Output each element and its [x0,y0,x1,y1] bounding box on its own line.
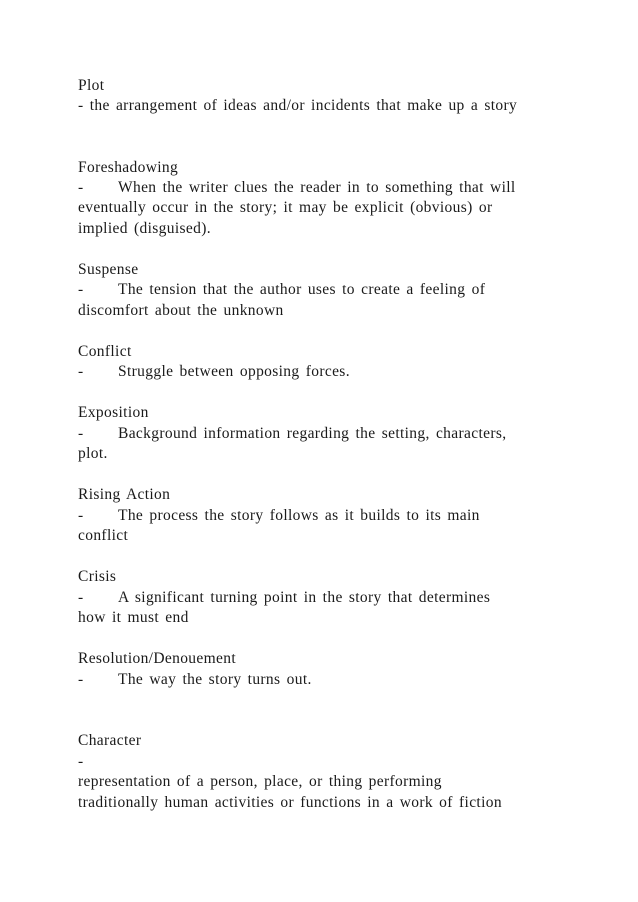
term-conflict: Conflict [78,343,132,360]
definition-text: When the writer clues the reader in to something that will [118,179,516,196]
definition-rising-action-line-1 [78,506,480,526]
bullet-dash: - [78,671,84,688]
definition-character-line-2: traditionally human activities or functions in a work of fiction [78,794,502,811]
term-suspense: Suspense [78,261,139,278]
definition-exposition-line-1 [78,424,506,444]
bullet-dash: - [78,363,84,380]
term-rising-action: Rising Action [78,486,171,503]
definition-text: The tension that the author uses to create a feeling of [118,281,486,298]
definition-foreshadowing-line-3: implied (disguised). [78,220,211,237]
bullet-dash: - [78,589,84,606]
term-resolution-denouement: Resolution/Denouement [78,650,237,667]
bullet-dash: - [78,425,84,442]
bullet-dash: - [78,179,84,196]
definition-text: Struggle between opposing forces. [118,363,350,380]
definition-plot-line-1: - the arrangement of ideas and/or incidents that make up a story [78,97,518,114]
definition-text: The process the story follows as it builds to its main [118,507,480,524]
term-plot: Plot [78,77,105,94]
term-crisis: Crisis [78,568,117,585]
definition-crisis-line-2: how it must end [78,609,189,626]
definition-crisis-line-1 [78,588,490,608]
definition-character-line-1: representation of a person, place, or thing performing [78,773,442,790]
definition-text: The way the story turns out. [118,671,312,688]
definition-resolution-line-1 [78,670,312,690]
bullet-dash: - [78,281,84,298]
definition-conflict-line-1 [78,362,350,382]
term-character: Character [78,732,142,749]
definition-suspense-line-1 [78,280,485,300]
definition-suspense-line-2: discomfort about the unknown [78,302,284,319]
definition-foreshadowing-line-2: eventually occur in the story; it may be explicit (obvious) or [78,199,493,216]
term-foreshadowing: Foreshadowing [78,159,179,176]
definition-foreshadowing-line-1 [78,178,516,198]
definition-text: A significant turning point in the story that determines [118,589,491,606]
definition-character-dash: - [78,753,84,770]
definition-rising-action-line-2: conflict [78,527,129,544]
bullet-dash: - [78,507,84,524]
definition-exposition-line-2: plot. [78,445,108,462]
term-exposition: Exposition [78,404,149,421]
definition-text: Background information regarding the setting, characters, [118,425,507,442]
